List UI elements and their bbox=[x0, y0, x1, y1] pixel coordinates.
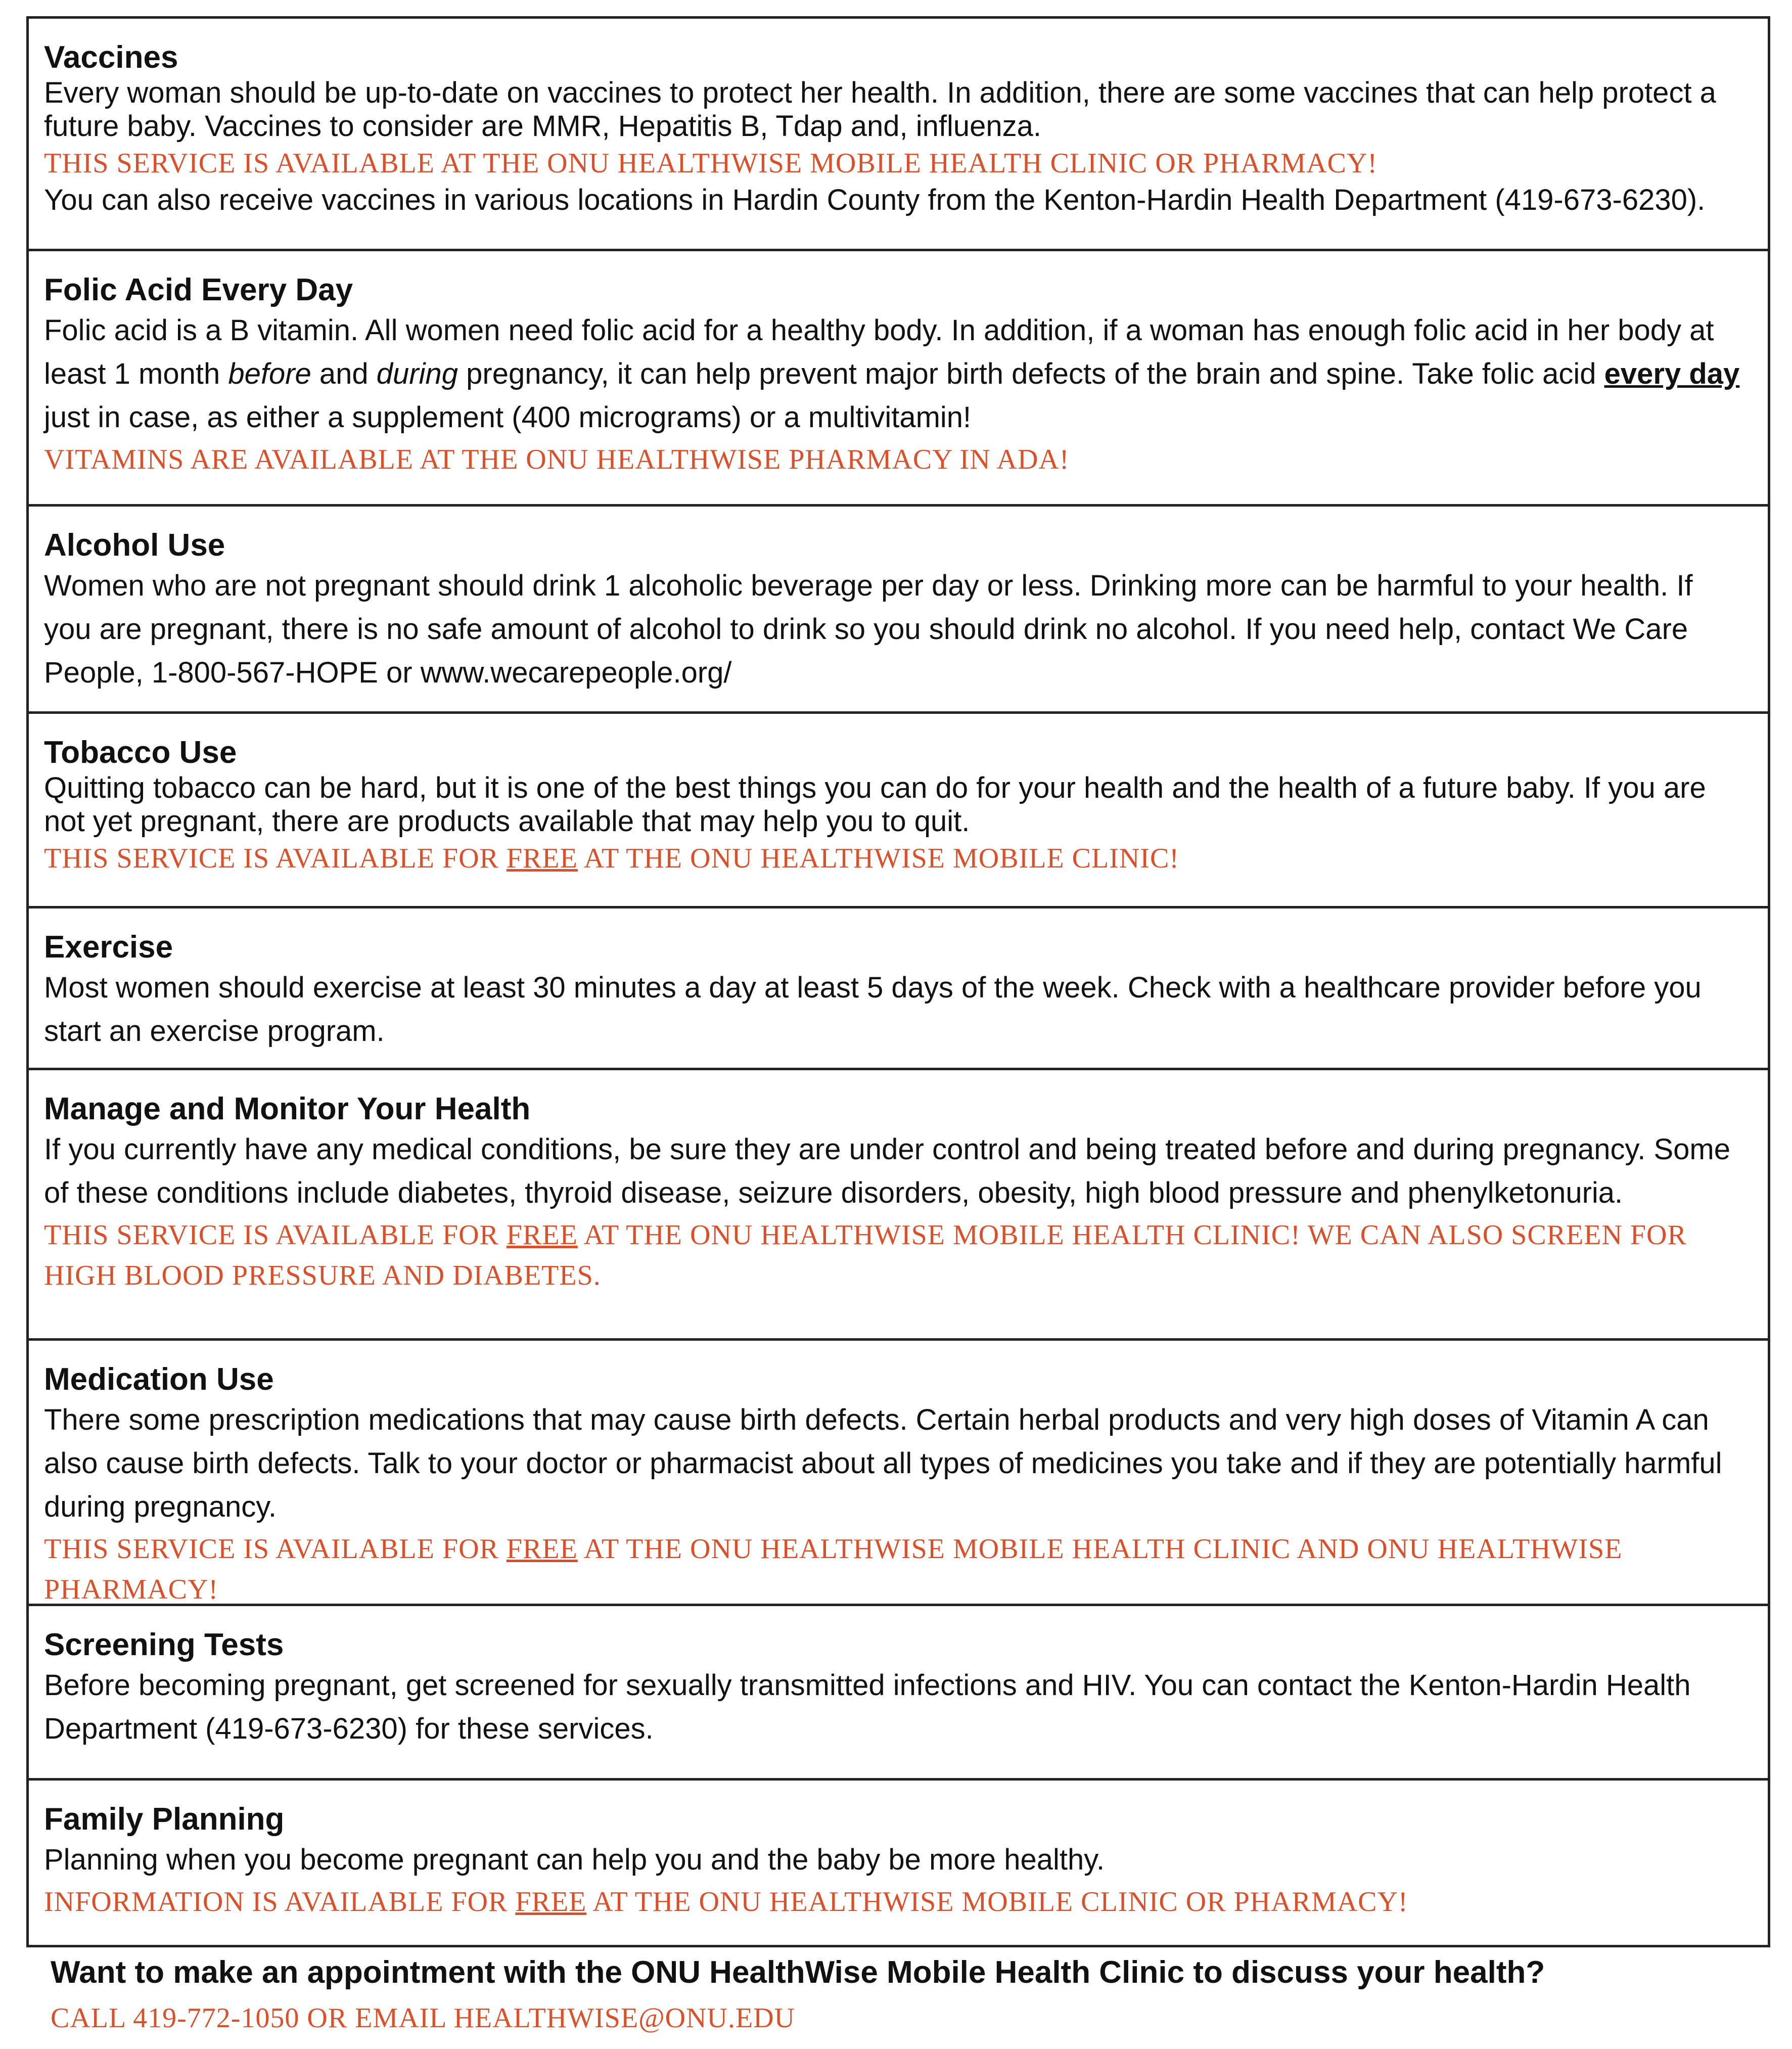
text-run: just in case, as either a supplement (400 micrograms) or a multivitamin! bbox=[44, 401, 972, 434]
text-run: INFORMATION IS AVAILABLE FOR bbox=[44, 1886, 516, 1918]
appointment-footer bbox=[51, 1951, 1769, 2042]
text-run: AT THE ONU HEALTHWISE MOBILE CLINIC OR PHARMACY! bbox=[586, 1886, 1408, 1918]
free-label: FREE bbox=[506, 1219, 578, 1251]
section-body: Quitting tobacco can be hard, but it is one of the best things you can do for your health and the health of a future baby. If you are not yet pregnant, there are products available that may help you to quit. bbox=[44, 771, 1706, 838]
free-label: FREE bbox=[506, 843, 578, 874]
section-body: Most women should exercise at least 30 minutes a day at least 5 days of the week. Check with a healthcare provider before you start an exercise program. bbox=[44, 971, 1702, 1048]
section-body bbox=[44, 309, 1747, 439]
section-title: Folic Acid Every Day bbox=[44, 272, 353, 307]
text-run: THIS SERVICE IS AVAILABLE FOR bbox=[44, 843, 507, 874]
section-title: Manage and Monitor Your Health bbox=[44, 1091, 531, 1126]
section-body: Before becoming pregnant, get screened for sexually transmitted infections and HIV. You can contact the Kenton-Hardin Health Department (419-673-6230) for these services. bbox=[44, 1669, 1691, 1745]
section-alcohol bbox=[29, 504, 1768, 711]
section-exercise bbox=[29, 906, 1768, 1068]
section-manage-health bbox=[29, 1068, 1768, 1338]
section-body: Every woman should be up-to-date on vaccines to protect her health. In addition, there are some vaccines that can help protect a future baby. Vaccines to consider are MMR, Hepatitis B, Tdap and, influenza. bbox=[44, 76, 1716, 143]
section-folic-acid bbox=[29, 249, 1768, 504]
free-label: FREE bbox=[506, 1533, 578, 1565]
info-table bbox=[26, 16, 1770, 1947]
section-body: Planning when you become pregnant can help you and the baby be more healthy. bbox=[44, 1843, 1105, 1876]
section-body: Women who are not pregnant should drink 1 alcoholic beverage per day or less. Drinking more can be harmful to your health. If you are pregnant, there is no safe amount of alcohol to drink so you should drink no alcohol. If you need help, contact We Care People, 1-800-567-HOPE or www.wecarepeople.org/ bbox=[44, 569, 1693, 689]
service-note bbox=[44, 1529, 1747, 1604]
text-run: THIS SERVICE IS AVAILABLE FOR bbox=[44, 1219, 507, 1251]
section-title: Vaccines bbox=[44, 40, 178, 75]
section-title: Screening Tests bbox=[44, 1627, 284, 1662]
free-label: FREE bbox=[515, 1886, 587, 1918]
text-run: AT THE ONU HEALTHWISE MOBILE HEALTH CLINIC AND ONU HEALTHWISE PHARMACY! bbox=[44, 1533, 1623, 1604]
section-title: Family Planning bbox=[44, 1802, 285, 1837]
section-body-extra: You can also receive vaccines in various locations in Hardin County from the Kenton-Hardin Health Department (419-673-6230). bbox=[44, 184, 1706, 216]
text-run: and bbox=[311, 357, 377, 390]
service-note bbox=[44, 838, 1747, 879]
section-title: Medication Use bbox=[44, 1362, 274, 1397]
emphasis: before bbox=[228, 357, 311, 390]
section-medication bbox=[29, 1338, 1768, 1604]
emphasis-strong: every day bbox=[1604, 357, 1740, 390]
service-note: VITAMINS ARE AVAILABLE AT THE ONU HEALTHWISE PHARMACY IN ADA! bbox=[44, 444, 1070, 475]
section-body: There some prescription medications that may cause birth defects. Certain herbal products and very high doses of Vitamin A can also cause birth defects. Talk to your doctor or pharmacist about all types of medicines you take and if they are potentially harmful during pregnancy. bbox=[44, 1403, 1722, 1523]
service-note bbox=[44, 1215, 1747, 1296]
text-run: AT THE ONU HEALTHWISE MOBILE CLINIC! bbox=[577, 843, 1179, 874]
section-title: Alcohol Use bbox=[44, 528, 225, 563]
contact-line: CALL 419-772-1050 OR EMAIL HEALTHWISE@ONU.EDU bbox=[51, 2002, 796, 2034]
emphasis: during bbox=[376, 357, 458, 390]
section-screening bbox=[29, 1604, 1768, 1778]
service-note bbox=[44, 1882, 1747, 1922]
service-note: THIS SERVICE IS AVAILABLE AT THE ONU HEALTHWISE MOBILE HEALTH CLINIC OR PHARMACY! bbox=[44, 148, 1378, 179]
text-run: THIS SERVICE IS AVAILABLE FOR bbox=[44, 1533, 507, 1565]
section-tobacco bbox=[29, 711, 1768, 906]
section-family-planning bbox=[29, 1778, 1768, 1945]
text-run: pregnancy, it can help prevent major birth defects of the brain and spine. Take folic acid bbox=[458, 357, 1604, 390]
text-run: Folic acid is a B vitamin. All women need folic acid for a healthy body. In addition, if a woman has enough folic acid in her body at least 1 month bbox=[44, 314, 1714, 390]
appointment-question: Want to make an appointment with the ONU HealthWise Mobile Health Clinic to discuss your health? bbox=[51, 1955, 1545, 1990]
section-title: Exercise bbox=[44, 930, 173, 965]
section-body: If you currently have any medical conditions, be sure they are under control and being treated before and during pregnancy. Some of these conditions include diabetes, thyroid disease, seizure disorders, obesity, high blood pressure and phenylketonuria. bbox=[44, 1133, 1730, 1209]
text-run: AT THE ONU HEALTHWISE MOBILE HEALTH CLINIC! WE CAN ALSO SCREEN FOR HIGH BLOOD PRESSURE AND DIABETES. bbox=[44, 1219, 1687, 1291]
section-vaccines bbox=[29, 19, 1768, 249]
section-title: Tobacco Use bbox=[44, 735, 237, 770]
